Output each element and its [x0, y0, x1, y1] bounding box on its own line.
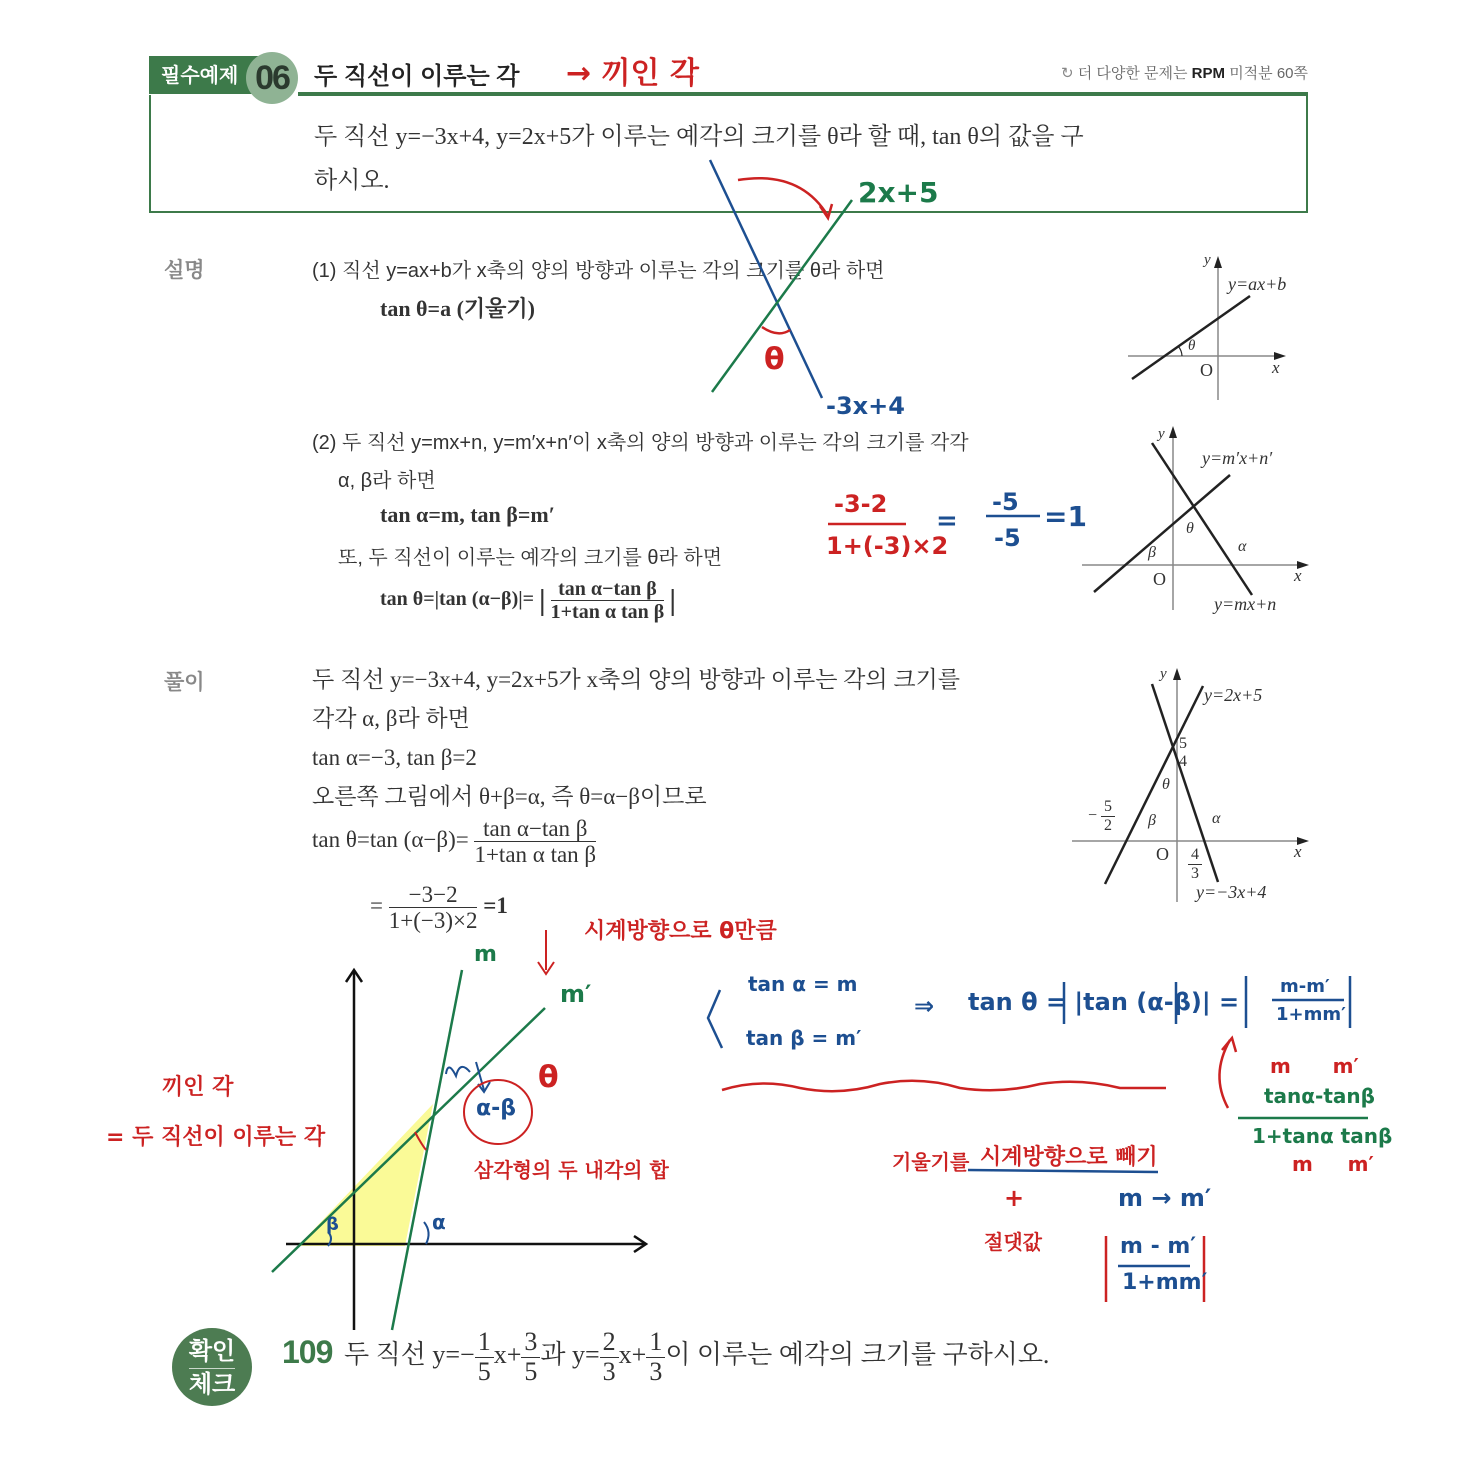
- hw-green-num: tanα-tanβ: [1264, 1084, 1375, 1108]
- eq-sign: =: [370, 893, 383, 919]
- reference-suffix: 미적분 60쪽: [1229, 65, 1308, 82]
- frac-3: $\frac{2}{3}$: [600, 1328, 619, 1386]
- fig1-x-label: x: [1272, 358, 1280, 377]
- hw-slope-note-2: 시계방향으로 빼기: [980, 1145, 1158, 1170]
- fig2-origin: O: [1153, 569, 1166, 589]
- frac-1: $\frac{1}{5}$: [475, 1328, 494, 1386]
- hw-final-den: 1+mm′: [1122, 1270, 1208, 1295]
- hw-calc-blue-num: -5: [992, 488, 1019, 516]
- fig1-origin: O: [1200, 360, 1213, 380]
- solution-label: 풀이: [164, 671, 205, 694]
- hw-beta: β: [326, 1214, 339, 1235]
- frac-2: $\frac{3}{5}$: [521, 1328, 540, 1386]
- handwritten-system: [708, 976, 1350, 1266]
- explanation-part1-text: (1) 직선 y=ax+b가 x축의 양의 방향과 이루는 각의 크기를 θ라 하면: [312, 260, 885, 282]
- hw-tan-theta: tan θ = |tan (α-β)| =: [968, 988, 1240, 1016]
- hw-calc-den: 1+(-3)×2: [826, 532, 949, 560]
- fig1-angle: θ: [1188, 338, 1196, 354]
- problem-line-1: 두 직선 y=−3x+4, y=2x+5가 이루는 예각의 크기를 θ라 할 때, tan θ의 값을 구: [314, 124, 1084, 150]
- solution-line-5-lhs: tan θ=tan (α−β)=: [312, 827, 469, 853]
- solution-line-2: 각각 α, β라 하면: [312, 706, 470, 731]
- hw-slope-note: 기울기를: [892, 1150, 970, 1174]
- check-badge: [172, 1328, 252, 1406]
- explanation-part1-formula: tan θ=a (기울기): [380, 296, 535, 321]
- hw-final-num: m - m′: [1120, 1234, 1197, 1259]
- fig3-theta: θ: [1162, 776, 1170, 793]
- reference-book: RPM: [1191, 65, 1226, 82]
- refresh-icon: ↻: [1060, 65, 1074, 82]
- hw-left-note-2: = 두 직선이 이루는 각: [106, 1125, 326, 1150]
- hw-green-den: 1+tanα tanβ: [1252, 1124, 1393, 1148]
- formula-fraction: $\frac{\text{tan α−tan β}}{\text{1+tan α tan β}}$: [550, 578, 665, 623]
- fig2-line1-label: y=m′x+n′: [1202, 448, 1273, 468]
- solution-result: =1: [483, 893, 508, 919]
- fig3-x-intercept-left: − $\frac{5}{2}$: [1088, 798, 1115, 834]
- hw-left-note-1: 끼인 각: [162, 1075, 234, 1100]
- hw-line-label-bottom: -3x+4: [826, 392, 905, 420]
- fig3-x-intercept-right: $\frac{4}{3}$: [1188, 846, 1202, 882]
- example-number: 06: [246, 52, 298, 104]
- explanation-part2-text2: α, β라 하면: [338, 470, 436, 492]
- hw-frac-den: 1+mm′: [1276, 1004, 1346, 1025]
- hw-calc-num: -3-2: [834, 490, 888, 518]
- hw-theta: θ: [764, 342, 785, 377]
- fig3-beta: β: [1148, 812, 1156, 829]
- fig1-y-label: y: [1204, 252, 1211, 268]
- fig2-line2-label: y=mx+n: [1214, 594, 1277, 614]
- explanation-part2-formula2: tan θ=|tan (α−β)|= | $\frac{\text{tan α−tan β}}{\text{1+tan α tan β}}$ |: [380, 578, 676, 623]
- hw-rotate-note: 시계방향으로 θ만큼: [584, 919, 777, 944]
- fig2-beta: β: [1148, 544, 1156, 561]
- wavy-underline: [722, 1081, 1166, 1091]
- hw-theta-2: θ: [538, 1060, 559, 1095]
- solution-line-3: tan α=−3, tan β=2: [312, 745, 477, 770]
- hw-circled-alpha-minus-beta: α-β: [476, 1096, 516, 1121]
- solution-fraction-1: $\frac{\text{tan α−tan β}}{\text{1+tan α tan β}}$: [474, 816, 597, 868]
- fig3-line2-label: y=−3x+4: [1196, 882, 1267, 902]
- fig2-x-label: x: [1294, 566, 1302, 585]
- explanation-part2-text1: (2) 두 직선 y=mx+n, y=m′x+n′이 x축의 양의 방향과 이루는 각의 크기를 각각: [312, 432, 969, 454]
- solution-line-1: 두 직선 y=−3x+4, y=2x+5가 x축의 양의 방향과 이루는 각의 크기를: [312, 667, 960, 692]
- section-title: 두 직선이 이루는 각: [314, 63, 520, 90]
- hw-plus: +: [1004, 1184, 1025, 1212]
- fig3-y-intercept-4: 4: [1179, 753, 1187, 770]
- hw-m-to-m-prime: m → m′: [1118, 1184, 1212, 1212]
- fig3-origin: O: [1156, 844, 1169, 864]
- hw-alpha: α: [432, 1210, 446, 1234]
- fig2-y-label: y: [1158, 426, 1165, 442]
- hw-m-prime-label: m′: [560, 980, 592, 1008]
- fig2-alpha: α: [1238, 538, 1247, 555]
- fig1-line-label: y=ax+b: [1228, 274, 1287, 294]
- hw-m-label: m: [474, 942, 497, 967]
- hw-calc-result: =1: [1044, 500, 1087, 533]
- hw-triangle-note: 삼각형의 두 내각의 합: [474, 1158, 669, 1182]
- fig3-alpha: α: [1212, 810, 1221, 827]
- hw-system-1: tan α = m: [748, 972, 858, 996]
- hw-calc-blue-den: -5: [994, 524, 1021, 552]
- solution-line-4: 오른쪽 그림에서 θ+β=α, 즉 θ=α−β이므로: [312, 784, 707, 809]
- check-problem-number: 109: [282, 1334, 333, 1370]
- hw-line-label-top: 2x+5: [858, 176, 939, 209]
- explanation-part2-formula1: tan α=m, tan β=m′: [380, 502, 555, 527]
- fig3-y-label: y: [1160, 666, 1167, 682]
- fig3-y-intercept-5: 5: [1179, 735, 1187, 752]
- hw-abs-note: 절댓값: [984, 1230, 1042, 1254]
- formula-lhs: tan θ=|tan (α−β)|=: [380, 588, 535, 611]
- badge-top: 확인: [188, 1338, 236, 1365]
- example-tag: 필수예제: [149, 56, 261, 94]
- hw-implies: ⇒: [914, 992, 935, 1020]
- fig3-line1-label: y=2x+5: [1204, 685, 1263, 705]
- hw-system-2: tan β = m′: [746, 1026, 862, 1050]
- fig2-theta: θ: [1186, 520, 1194, 537]
- hw-green-bottom-labels: m m′: [1292, 1152, 1374, 1176]
- explanation-part2-text3: 또, 두 직선이 이루는 예각의 크기를 θ라 하면: [338, 547, 723, 569]
- fig3-x-label: x: [1294, 842, 1302, 861]
- frac-4: $\frac{1}{3}$: [646, 1328, 665, 1386]
- hw-calc-eq: =: [936, 506, 958, 536]
- check-problem-text: 두 직선 y=− $\frac{1}{5}$ x+ $\frac{3}{5}$ 과 y= $\frac{2}{3}$ x+ $\frac{1}{3}$ 이 이루는 예각의 크기를 구하시오.: [344, 1327, 1050, 1386]
- solution-fraction-2: $\frac{-3-2}{1+(-3)\times 2}$: [388, 882, 478, 934]
- hw-frac-num: m-m′: [1280, 976, 1330, 997]
- figure-2: [1082, 426, 1309, 610]
- reference-prefix: 더 다양한 문제는: [1077, 65, 1188, 82]
- hw-title-note: → 끼인 각: [566, 56, 699, 91]
- problem-line-2: 하시오.: [314, 168, 390, 194]
- hw-green-top-labels: m m′: [1270, 1054, 1359, 1078]
- badge-bottom: 체크: [188, 1371, 236, 1398]
- explanation-label: 설명: [164, 259, 205, 282]
